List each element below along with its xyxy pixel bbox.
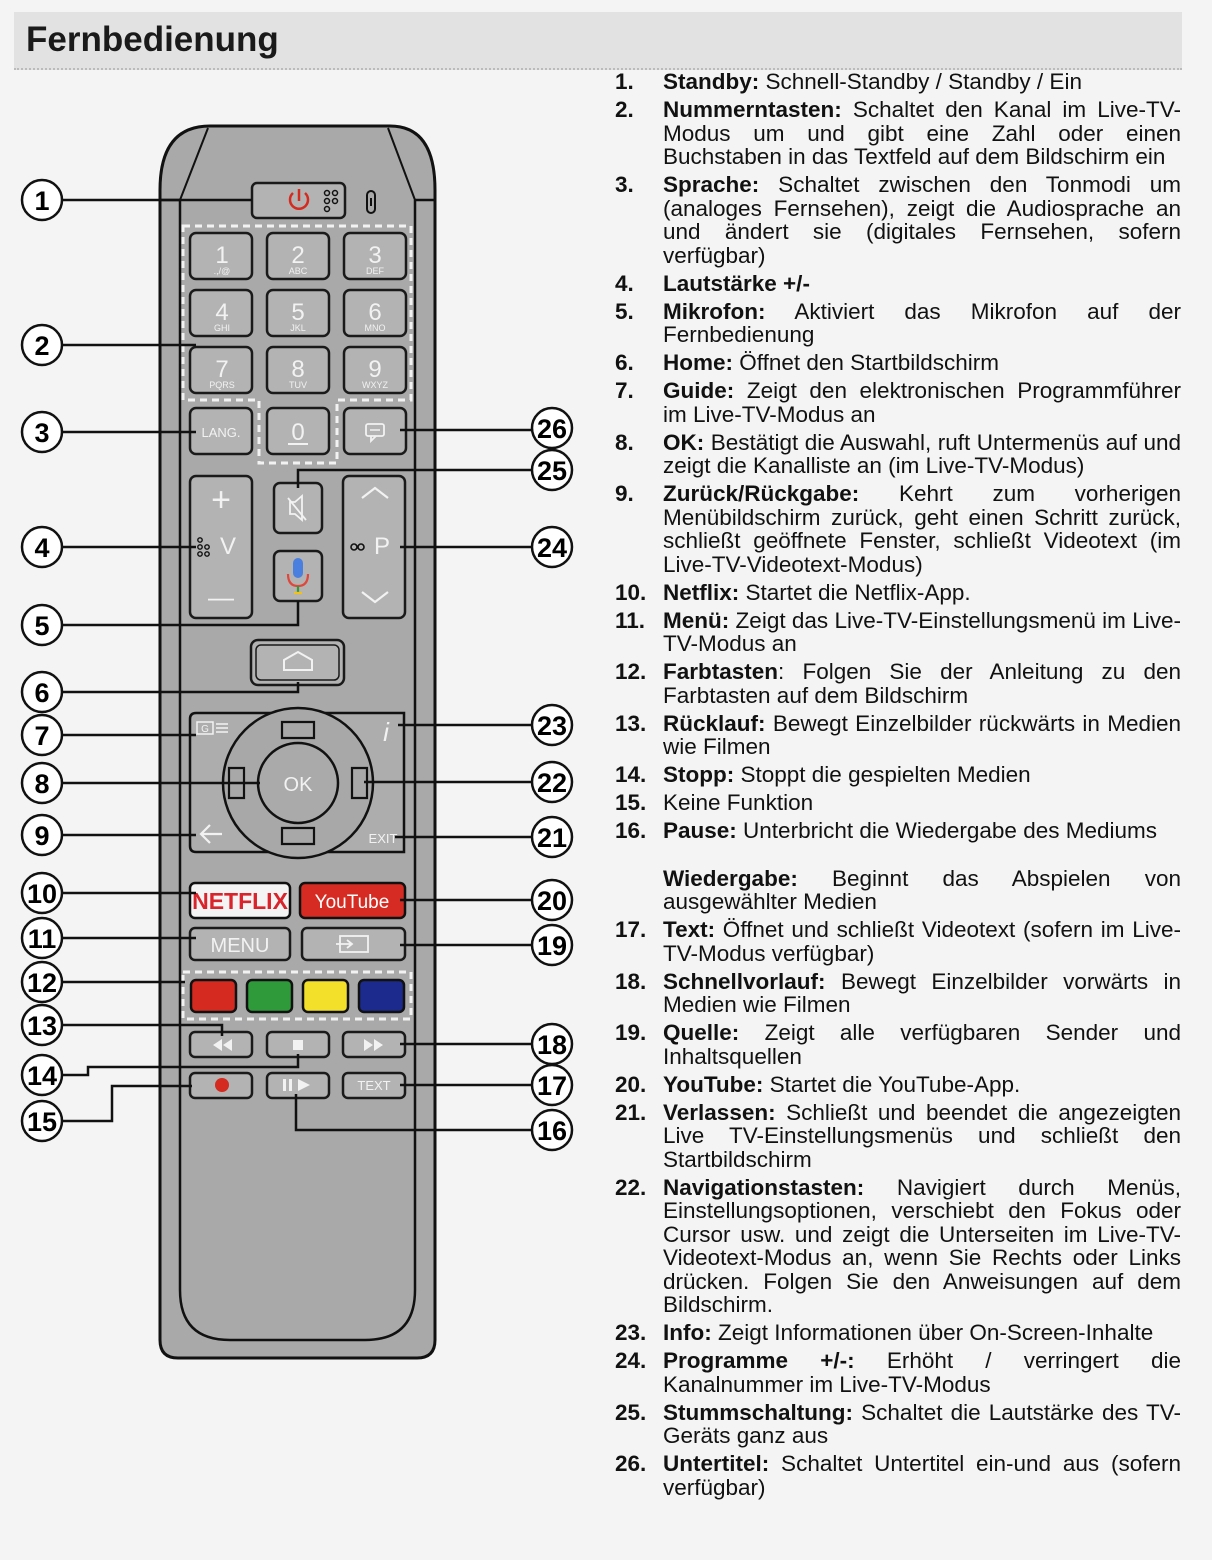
text-button[interactable] bbox=[343, 1073, 405, 1098]
list-item bbox=[615, 300, 1181, 347]
item-number: 1. bbox=[615, 69, 634, 94]
list-item bbox=[615, 660, 1181, 707]
program-letter: P bbox=[373, 533, 391, 560]
number-key-letters: TUV bbox=[289, 380, 307, 390]
number-key-9[interactable] bbox=[344, 347, 406, 393]
item-term: YouTube: bbox=[663, 1071, 764, 1097]
number-key-letters: WXYZ bbox=[362, 380, 388, 390]
remote-diagram bbox=[0, 0, 600, 1560]
item-term: Navigationstasten: bbox=[663, 1174, 865, 1200]
number-key-digit: 0 bbox=[291, 419, 305, 446]
button-description-list bbox=[615, 70, 1181, 1504]
item-term: Programme +/-: bbox=[663, 1348, 855, 1373]
item-number: 17. bbox=[615, 917, 647, 942]
volume-letter: V bbox=[219, 533, 237, 560]
callout-20 bbox=[532, 880, 572, 920]
text-label: TEXT bbox=[357, 1078, 391, 1093]
item-term: Stummschaltung: bbox=[663, 1399, 854, 1425]
microphone-button[interactable] bbox=[274, 551, 322, 601]
callout-15 bbox=[22, 1101, 62, 1141]
list-item bbox=[615, 712, 1181, 759]
blue-key[interactable] bbox=[359, 980, 404, 1012]
volume-minus-label: — bbox=[208, 582, 234, 612]
number-key-letters: MNO bbox=[364, 323, 386, 333]
item-number: 15. bbox=[615, 790, 647, 815]
page-title: Fernbedienung bbox=[26, 20, 279, 59]
menu-button[interactable] bbox=[190, 928, 290, 960]
item-term: Home: bbox=[663, 350, 734, 375]
record-icon bbox=[215, 1078, 229, 1092]
number-key-digit: 5 bbox=[291, 299, 305, 326]
svg-text:9: 9 bbox=[34, 821, 50, 851]
item-text: Startet die Netflix-App. bbox=[739, 579, 971, 605]
svg-text:4: 4 bbox=[34, 533, 50, 563]
item-number: 2. bbox=[615, 97, 634, 122]
item-term: Farbtasten bbox=[663, 659, 779, 684]
lang-button[interactable] bbox=[190, 408, 252, 454]
item-term: Nummerntasten: bbox=[663, 97, 842, 122]
list-item bbox=[615, 581, 1181, 605]
list-item bbox=[615, 609, 1181, 656]
item-term: Sprache: bbox=[663, 172, 760, 197]
item-number: 26. bbox=[615, 1451, 647, 1476]
item-term: Lautstärke +/- bbox=[663, 270, 810, 296]
callout-14 bbox=[22, 1055, 62, 1095]
number-key-digit: 9 bbox=[368, 356, 382, 383]
number-key-8[interactable] bbox=[267, 347, 329, 393]
number-key-letters: .,/@ bbox=[213, 266, 231, 276]
item-text: Bestätigt die Auswahl, ruft Untermenüs auf und zeigt die Kanalliste an (im Live-TV-Modus) bbox=[663, 429, 1181, 478]
menu-label: MENU bbox=[210, 935, 270, 957]
item-term: Netflix: bbox=[663, 579, 740, 605]
list-item bbox=[615, 918, 1181, 965]
number-key-digit: 7 bbox=[215, 356, 229, 383]
program-rocker[interactable] bbox=[343, 476, 405, 618]
mute-button[interactable] bbox=[274, 483, 322, 533]
svg-text:17: 17 bbox=[536, 1071, 568, 1101]
item-term: Pause: bbox=[663, 818, 737, 843]
item-text: Schließt und beendet die angezeigten Live TV-Einstellungsmenüs und schließt den Startbildschirm bbox=[663, 1099, 1181, 1172]
callout-26 bbox=[532, 408, 572, 448]
svg-text:20: 20 bbox=[536, 886, 568, 916]
svg-text:1: 1 bbox=[34, 186, 50, 216]
list-item bbox=[615, 482, 1181, 576]
list-item bbox=[615, 1176, 1181, 1317]
item-number: 8. bbox=[615, 429, 634, 455]
item-text: Schaltet Untertitel ein-und aus (sofern verfügbar) bbox=[663, 1451, 1181, 1500]
item-number: 9. bbox=[615, 481, 634, 506]
svg-text:15: 15 bbox=[26, 1107, 58, 1137]
item-text: Schnell-Standby / Standby / Ein bbox=[759, 69, 1082, 94]
youtube-button[interactable] bbox=[300, 883, 405, 918]
list-item bbox=[615, 1349, 1181, 1396]
svg-text:21: 21 bbox=[536, 823, 568, 853]
list-item bbox=[615, 351, 1181, 375]
item-text: Startet die YouTube-App. bbox=[763, 1071, 1021, 1097]
callout-9 bbox=[22, 815, 62, 855]
number-key-4[interactable] bbox=[190, 290, 252, 336]
number-key-letters: GHI bbox=[213, 323, 231, 333]
volume-rocker[interactable] bbox=[190, 476, 252, 618]
item-text: Schaltet zwischen den Tonmodi um (analoges Fernsehen), zeigt die Audiosprache an und ändert sie (digitales Fernsehen, sofern verfügbar) bbox=[663, 172, 1181, 268]
callout-13 bbox=[22, 1005, 62, 1045]
callout-7 bbox=[22, 715, 62, 755]
green-key[interactable] bbox=[247, 980, 292, 1012]
exit-button[interactable]: EXIT bbox=[368, 831, 398, 846]
item-number: 4. bbox=[615, 270, 634, 296]
list-item bbox=[615, 867, 1181, 914]
number-key-2[interactable] bbox=[267, 233, 329, 279]
list-item bbox=[615, 98, 1181, 169]
item-term: Verlassen: bbox=[663, 1099, 776, 1125]
item-text: Zeigt den elektronischen Programmführer im Live-TV-Modus an bbox=[663, 378, 1181, 427]
list-item bbox=[615, 1101, 1181, 1172]
callout-24 bbox=[532, 527, 572, 567]
callout-3 bbox=[22, 412, 62, 452]
callout-17 bbox=[532, 1065, 572, 1105]
list-item bbox=[615, 1021, 1181, 1068]
number-key-letters: JKL bbox=[290, 323, 306, 333]
fast-forward-button[interactable] bbox=[343, 1032, 405, 1057]
item-text: Bewegt Einzelbilder vorwärts in Medien wie Filmen bbox=[663, 968, 1181, 1017]
list-item bbox=[615, 1401, 1181, 1448]
svg-text:24: 24 bbox=[536, 533, 568, 563]
youtube-label: YouTube bbox=[314, 892, 390, 913]
item-text: Aktiviert das Mikrofon auf der Fernbedienung bbox=[663, 298, 1181, 347]
number-key-letters: ABC bbox=[288, 266, 308, 276]
item-text: Zeigt das Live-TV-Einstellungsmenü im Live-TV-Modus an bbox=[663, 607, 1181, 656]
callout-25 bbox=[532, 450, 572, 490]
svg-text:23: 23 bbox=[536, 711, 568, 741]
item-text: Keine Funktion bbox=[663, 790, 814, 815]
item-number: 6. bbox=[615, 350, 634, 375]
item-text: Öffnet und schließt Videotext (sofern im Live-TV-Modus verfügbar) bbox=[663, 917, 1181, 966]
list-item bbox=[615, 1321, 1181, 1345]
callout-2 bbox=[22, 325, 62, 365]
callout-19 bbox=[532, 925, 572, 965]
netflix-button[interactable] bbox=[190, 883, 290, 918]
item-number: 25. bbox=[615, 1399, 647, 1425]
callout-6 bbox=[22, 672, 62, 712]
list-item bbox=[615, 1452, 1181, 1499]
item-text: Zeigt Informationen über On-Screen-Inhalte bbox=[711, 1320, 1154, 1345]
number-key-digit: 2 bbox=[291, 242, 305, 269]
item-term: Standby: bbox=[663, 69, 760, 94]
callout-23 bbox=[532, 705, 572, 745]
number-key-0[interactable] bbox=[267, 408, 329, 454]
item-number: 11. bbox=[615, 607, 646, 633]
standby-button[interactable] bbox=[252, 183, 345, 218]
item-text: Bewegt Einzelbilder rückwärts in Medien wie Filmen bbox=[663, 710, 1181, 759]
item-text: Stoppt die gespielten Medien bbox=[734, 762, 1031, 787]
item-text: Schaltet die Lautstärke des TV-Geräts ganz aus bbox=[663, 1399, 1181, 1448]
list-item bbox=[615, 70, 1181, 94]
number-key-7[interactable] bbox=[190, 347, 252, 393]
callout-18 bbox=[532, 1024, 572, 1064]
callout-8 bbox=[22, 763, 62, 803]
item-term: Zurück/Rückgabe: bbox=[663, 481, 860, 506]
callout-4 bbox=[22, 527, 62, 567]
stop-button[interactable] bbox=[267, 1032, 329, 1057]
svg-text:11: 11 bbox=[27, 924, 57, 954]
item-text: Öffnet den Startbildschirm bbox=[733, 350, 999, 375]
number-key-5[interactable] bbox=[267, 290, 329, 336]
svg-text:12: 12 bbox=[26, 968, 58, 998]
callout-16 bbox=[532, 1110, 572, 1150]
item-term: Guide: bbox=[663, 378, 735, 403]
item-text: Beginnt das Abspielen von ausgewählter Medien bbox=[663, 865, 1181, 914]
item-text: Zeigt alle verfügbaren Sender und Inhaltsquellen bbox=[663, 1020, 1181, 1069]
list-item bbox=[615, 763, 1181, 787]
list-item bbox=[615, 379, 1181, 426]
volume-plus-label: + bbox=[211, 481, 231, 519]
number-key-3[interactable] bbox=[344, 233, 406, 279]
svg-text:2: 2 bbox=[34, 331, 50, 361]
item-number: 20. bbox=[615, 1071, 647, 1097]
item-term: Rücklauf: bbox=[663, 710, 766, 736]
callout-11 bbox=[22, 918, 62, 958]
callouts-left bbox=[22, 180, 62, 1141]
svg-text:10: 10 bbox=[26, 879, 58, 909]
number-key-1[interactable] bbox=[190, 233, 252, 279]
callout-5 bbox=[22, 605, 62, 645]
item-term: Quelle: bbox=[663, 1020, 740, 1045]
item-number: 7. bbox=[615, 378, 634, 403]
item-term: Menü: bbox=[663, 607, 730, 633]
item-number: 12. bbox=[615, 659, 647, 684]
guide-label: G bbox=[201, 724, 209, 735]
item-number: 16. bbox=[615, 818, 647, 843]
list-item bbox=[615, 970, 1181, 1017]
item-text: Erhöht / verringert die Kanalnummer im Live-TV-Modus bbox=[663, 1348, 1181, 1397]
subtitle-button[interactable] bbox=[344, 408, 406, 454]
item-text: : Folgen Sie der Anleitung zu den Farbtasten auf dem Bildschirm bbox=[663, 659, 1181, 708]
item-number: 13. bbox=[615, 710, 647, 736]
number-key-letters: DEF bbox=[366, 266, 384, 276]
number-key-letters: PQRS bbox=[209, 380, 235, 390]
svg-text:8: 8 bbox=[34, 769, 50, 799]
item-number bbox=[615, 867, 663, 914]
list-item bbox=[615, 791, 1181, 815]
item-term: Wiedergabe: bbox=[663, 865, 798, 891]
list-item bbox=[615, 431, 1181, 478]
ok-label: OK bbox=[283, 774, 313, 796]
number-key-digit: 8 bbox=[291, 356, 305, 383]
item-number: 18. bbox=[615, 968, 647, 994]
svg-text:7: 7 bbox=[34, 721, 50, 751]
item-number: 14. bbox=[615, 762, 647, 787]
item-text: Schaltet den Kanal im Live-TV-Modus um und gibt eine Zahl oder einen Buchstaben in das Textfeld auf dem Bildschirm ein bbox=[663, 97, 1181, 169]
item-number: 22. bbox=[615, 1174, 647, 1200]
home-button[interactable] bbox=[251, 640, 344, 685]
svg-text:19: 19 bbox=[536, 931, 568, 961]
number-key-digit: 6 bbox=[368, 299, 382, 326]
callouts-right bbox=[532, 408, 572, 1150]
item-number: 5. bbox=[615, 298, 634, 324]
item-term: OK: bbox=[663, 429, 705, 455]
item-number: 21. bbox=[615, 1099, 647, 1125]
callout-1 bbox=[22, 180, 62, 220]
item-number: 23. bbox=[615, 1320, 647, 1345]
list-item bbox=[615, 1073, 1181, 1097]
svg-text:14: 14 bbox=[26, 1061, 58, 1091]
svg-text:25: 25 bbox=[536, 456, 568, 486]
info-button[interactable]: i bbox=[383, 717, 389, 747]
yellow-key[interactable] bbox=[303, 980, 348, 1012]
number-key-digit: 4 bbox=[215, 299, 229, 326]
source-button[interactable] bbox=[302, 928, 405, 960]
item-number: 3. bbox=[615, 172, 634, 197]
svg-text:5: 5 bbox=[34, 611, 50, 641]
item-term: Stopp: bbox=[663, 762, 735, 787]
item-number: 19. bbox=[615, 1020, 647, 1045]
item-term: Mikrofon: bbox=[663, 298, 766, 324]
list-item bbox=[615, 819, 1181, 843]
svg-text:26: 26 bbox=[536, 414, 568, 444]
svg-text:3: 3 bbox=[34, 418, 50, 448]
item-term: Info: bbox=[663, 1320, 712, 1345]
svg-text:13: 13 bbox=[26, 1011, 58, 1041]
item-term: Schnellvorlauf: bbox=[663, 968, 826, 994]
red-key[interactable] bbox=[191, 980, 236, 1012]
ok-button[interactable] bbox=[258, 743, 338, 823]
svg-text:6: 6 bbox=[34, 678, 50, 708]
item-term: Untertitel: bbox=[663, 1451, 770, 1476]
number-key-digit: 3 bbox=[368, 242, 382, 269]
list-item bbox=[615, 173, 1181, 267]
stop-icon bbox=[293, 1040, 303, 1050]
callout-10 bbox=[22, 873, 62, 913]
lang-label: LANG. bbox=[201, 425, 241, 440]
svg-text:16: 16 bbox=[536, 1116, 568, 1146]
item-number: 10. bbox=[615, 579, 647, 605]
item-text: Navigiert durch Menüs, Einstellungsoptionen, verschiebt den Fokus oder Cursor usw. und zeigt die Unterseiten im Live-TV-Videotext-Modus an, wenn Sie Rechts oder Links drücken. Folgen Sie den Anweisungen auf dem Bildschirm. bbox=[663, 1174, 1181, 1317]
svg-text:18: 18 bbox=[536, 1030, 568, 1060]
callout-22 bbox=[532, 762, 572, 802]
item-term: Text: bbox=[663, 917, 716, 942]
item-text: Unterbricht die Wiedergabe des Mediums bbox=[736, 818, 1157, 843]
number-key-digit: 1 bbox=[215, 242, 229, 269]
list-item bbox=[615, 272, 1181, 296]
netflix-label: NETFLIX bbox=[192, 888, 288, 914]
item-text: Kehrt zum vorherigen Menübildschirm zurück, geht einen Schritt zurück, schließt geöffnete Fenster, schließt Videotext (im Live-TV-Videotext-Modus) bbox=[663, 481, 1181, 577]
number-key-6[interactable] bbox=[344, 290, 406, 336]
play-pause-button[interactable] bbox=[267, 1073, 329, 1098]
callout-21 bbox=[532, 817, 572, 857]
callout-12 bbox=[22, 962, 62, 1002]
record-button[interactable] bbox=[190, 1073, 252, 1098]
svg-text:22: 22 bbox=[536, 768, 568, 798]
item-number: 24. bbox=[615, 1348, 647, 1373]
